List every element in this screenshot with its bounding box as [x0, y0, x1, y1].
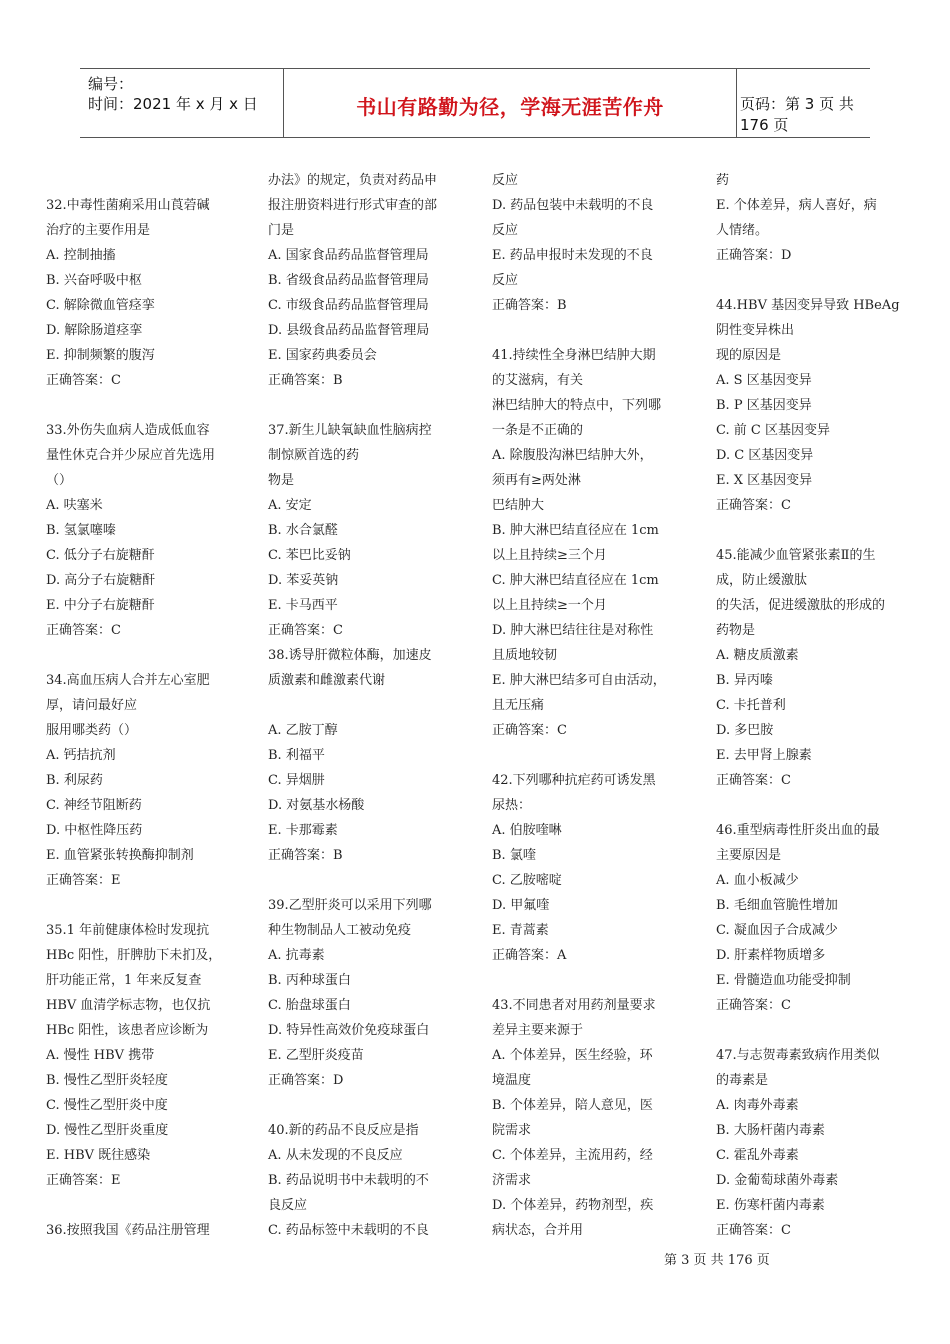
option-line: B. 丙种球蛋白: [268, 973, 351, 988]
option-line: 淋巴结肿大的特点中，下列哪: [492, 398, 662, 413]
blank-line: [716, 1018, 928, 1043]
question-line: 38.诱导肝微粒体酶，加速皮: [268, 648, 432, 663]
option-line: B. 水合氯醛: [268, 523, 338, 538]
option-line: B. 肿大淋巴结直径应在 1cm: [492, 523, 659, 538]
question-line: 34.高血压病人合并左心室肥: [46, 673, 210, 688]
option-line: 现的原因是: [716, 348, 782, 363]
option-line: 的失活，促进缓激肽的形成的: [716, 598, 886, 613]
option-line: D. 对氨基水杨酸: [268, 798, 365, 813]
option-line: B. 大肠杆菌内毒素: [716, 1123, 825, 1138]
header-motto: 书山有路勤为径，学海无涯苦作舟: [356, 95, 664, 119]
question-column-2: [268, 168, 480, 1243]
answer-line: 正确答案：C: [492, 723, 567, 738]
option-line: D. 慢性乙型肝炎重度: [46, 1123, 169, 1138]
option-line: D. 高分子右旋糖酐: [46, 573, 156, 588]
option-line: A. 个体差异，医生经验，环: [492, 1048, 653, 1063]
blank-line: [716, 518, 928, 543]
option-line: B. P 区基因变异: [716, 398, 812, 413]
header-meta: [80, 69, 283, 137]
option-line: 办法》的规定，负责对药品申: [268, 173, 438, 188]
option-line: A. S 区基因变异: [716, 373, 812, 388]
option-line: C. 个体差异，主流用药，经: [492, 1148, 653, 1163]
option-line: D. C 区基因变异: [716, 448, 814, 463]
page-footer: 第 3 页 共 176 页: [664, 1253, 770, 1268]
option-line: D. 苯妥英钠: [268, 573, 339, 588]
blank-line: [268, 693, 480, 718]
option-line: E. 国家药典委员会: [268, 348, 377, 363]
blank-line: [268, 1093, 480, 1118]
option-line: A. 伯胺喹啉: [492, 823, 562, 838]
page-header: [80, 68, 870, 138]
option-line: HBc 阳性，该患者应诊断为: [46, 1023, 209, 1038]
option-line: 院需求: [492, 1123, 532, 1138]
option-line: 成，防止缓激肽: [716, 573, 808, 588]
option-line: A. 乙胺丁醇: [268, 723, 338, 738]
question-line: 36.按照我国《药品注册管理: [46, 1223, 210, 1238]
option-line: E. 去甲肾上腺素: [716, 748, 812, 763]
option-line: D. 特异性高效价免疫球蛋白: [268, 1023, 430, 1038]
blank-line: [46, 1193, 258, 1218]
blank-line: [716, 793, 928, 818]
answer-line: 正确答案：A: [492, 948, 567, 963]
question-line: 35.1 年前健康体检时发现抗: [46, 923, 210, 938]
option-line: 良反应: [268, 1198, 308, 1213]
option-line: A. 呋塞米: [46, 498, 103, 513]
option-line: D. 个体差异，药物剂型，疾: [492, 1198, 654, 1213]
header-motto-cell: [283, 69, 737, 137]
option-line: C. 药品标签中未载明的不良: [268, 1223, 429, 1238]
question-line: 45.能减少血管紧张素Ⅱ的生: [716, 548, 876, 563]
option-line: 反应: [492, 273, 519, 288]
option-line: B. 慢性乙型肝炎轻度: [46, 1073, 168, 1088]
option-line: C. 苯巴比妥钠: [268, 548, 351, 563]
option-line: A. 从未发现的不良反应: [268, 1148, 403, 1163]
question-line: 43.不同患者对用药剂量要求: [492, 998, 656, 1013]
option-line: 巴结肿大: [492, 498, 545, 513]
answer-line: 正确答案：E: [46, 1173, 121, 1188]
option-line: 物是: [268, 473, 295, 488]
option-line: 报注册资料进行形式审查的部: [268, 198, 438, 213]
option-line: D. 药品包装中未载明的不良: [492, 198, 654, 213]
option-line: 阴性变异株出: [716, 323, 795, 338]
option-line: A. 安定: [268, 498, 312, 513]
option-line: B. 氢氯噻嗪: [46, 523, 116, 538]
option-line: B. 省级食品药品监督管理局: [268, 273, 429, 288]
option-line: A. 抗毒素: [268, 948, 325, 963]
option-line: C. 霍乱外毒素: [716, 1148, 799, 1163]
blank-line: [716, 268, 928, 293]
option-line: D. 解除肠道痉挛: [46, 323, 143, 338]
option-line: E. 乙型肝炎疫苗: [268, 1048, 364, 1063]
option-line: B. 利福平: [268, 748, 325, 763]
blank-line: [268, 393, 480, 418]
option-line: B. 异丙嗪: [716, 673, 773, 688]
option-line: 药: [716, 173, 730, 188]
option-line: B. 兴奋呼吸中枢: [46, 273, 142, 288]
blank-line: [46, 893, 258, 918]
document-code-label: 编号：: [88, 75, 134, 93]
answer-line: 正确答案：C: [716, 998, 791, 1013]
option-line: A. 控制抽搐: [46, 248, 116, 263]
question-line: 41.持续性全身淋巴结肿大期: [492, 348, 656, 363]
option-line: C. 肿大淋巴结直径应在 1cm: [492, 573, 659, 588]
question-line: 42.下列哪种抗疟药可诱发黑: [492, 773, 656, 788]
option-line: 人情绪。: [716, 223, 769, 238]
option-line: 病状态，合并用: [492, 1223, 584, 1238]
option-line: 以上且持续≥三个月: [492, 548, 607, 563]
option-line: B. 毛细血管脆性增加: [716, 898, 838, 913]
option-line: 厚，请问最好应: [46, 698, 138, 713]
option-line: E. HBV 既往感染: [46, 1148, 151, 1163]
option-line: D. 甲氟喹: [492, 898, 550, 913]
question-line: 37.新生儿缺氧缺血性脑病控: [268, 423, 432, 438]
option-line: A. 血小板减少: [716, 873, 799, 888]
option-line: 的毒素是: [716, 1073, 769, 1088]
option-line: D. 中枢性降压药: [46, 823, 143, 838]
answer-line: 正确答案：C: [716, 498, 791, 513]
option-line: 济需求: [492, 1173, 532, 1188]
option-line: （）: [46, 473, 73, 488]
answer-line: 正确答案：B: [492, 298, 567, 313]
answer-line: 正确答案：C: [716, 773, 791, 788]
option-line: HBc 阳性，肝脾肋下未扪及，: [46, 948, 222, 963]
option-line: A. 国家食品药品监督管理局: [268, 248, 429, 263]
option-line: 的艾滋病，有关: [492, 373, 584, 388]
option-line: B. 个体差异，陪人意见，医: [492, 1098, 653, 1113]
document-date: 时间：2021 年 x 月 x 日: [88, 95, 258, 113]
option-line: D. 多巴胺: [716, 723, 774, 738]
option-line: 且无压痛: [492, 698, 545, 713]
question-line: 46.重型病毒性肝炎出血的最: [716, 823, 880, 838]
option-line: E. 中分子右旋糖酐: [46, 598, 155, 613]
option-line: E. 卡那霉素: [268, 823, 338, 838]
option-line: A. 除腹股沟淋巴结肿大外，: [492, 448, 653, 463]
question-column-1: [46, 168, 258, 1243]
option-line: C. 低分子右旋糖酐: [46, 548, 155, 563]
option-line: A. 钙拮抗剂: [46, 748, 116, 763]
option-line: B. 氯喹: [492, 848, 536, 863]
option-line: D. 金葡萄球菌外毒素: [716, 1173, 839, 1188]
option-line: C. 解除微血管痉挛: [46, 298, 155, 313]
option-line: D. 肿大淋巴结往往是对称性: [492, 623, 654, 638]
option-line: 且质地较韧: [492, 648, 558, 663]
option-line: D. 县级食品药品监督管理局: [268, 323, 430, 338]
option-line: 服用哪类药（）: [46, 723, 138, 738]
answer-line: 正确答案：D: [716, 248, 792, 263]
option-line: C. 凝血因子合成减少: [716, 923, 838, 938]
option-line: 主要原因是: [716, 848, 782, 863]
question-line: 47.与志贺毒素致病作用类似: [716, 1048, 880, 1063]
answer-line: 正确答案：E: [46, 873, 121, 888]
option-line: A. 糖皮质激素: [716, 648, 799, 663]
option-line: E. 伤寒杆菌内毒素: [716, 1198, 825, 1213]
option-line: A. 肉毒外毒素: [716, 1098, 799, 1113]
question-line: 39.乙型肝炎可以采用下列哪: [268, 898, 432, 913]
option-line: 差异主要来源于: [492, 1023, 584, 1038]
option-line: 以上且持续≥一个月: [492, 598, 607, 613]
option-line: 药物是: [716, 623, 756, 638]
option-line: 反应: [492, 223, 519, 238]
option-line: HBV 血清学标志物，也仅抗: [46, 998, 211, 1013]
option-line: C. 乙胺嘧啶: [492, 873, 562, 888]
option-line: E. 青蒿素: [492, 923, 549, 938]
answer-line: 正确答案：C: [716, 1223, 791, 1238]
blank-line: [46, 393, 258, 418]
option-line: E. 血管紧张转换酶抑制剂: [46, 848, 194, 863]
option-line: 质激素和雌激素代谢: [268, 673, 386, 688]
option-line: 肝功能正常，1 年来反复查: [46, 973, 202, 988]
blank-line: [46, 643, 258, 668]
answer-line: 正确答案：D: [268, 1073, 344, 1088]
option-line: C. 慢性乙型肝炎中度: [46, 1098, 168, 1113]
question-line: 40.新的药品不良反应是指: [268, 1123, 419, 1138]
blank-line: [46, 168, 258, 193]
option-line: 种生物制品人工被动免疫: [268, 923, 412, 938]
answer-line: 正确答案：C: [46, 373, 121, 388]
answer-line: 正确答案：B: [268, 373, 343, 388]
option-line: B. 利尿药: [46, 773, 103, 788]
blank-line: [492, 318, 704, 343]
option-line: 量性休克合并少尿应首先选用: [46, 448, 216, 463]
option-line: C. 神经节阻断药: [46, 798, 142, 813]
option-line: C. 前 C 区基因变异: [716, 423, 830, 438]
option-line: E. 卡马西平: [268, 598, 338, 613]
blank-line: [492, 743, 704, 768]
answer-line: 正确答案：B: [268, 848, 343, 863]
option-line: 治疗的主要作用是: [46, 223, 151, 238]
option-line: E. 个体差异，病人喜好，病: [716, 198, 877, 213]
header-page-number: 页码：第 3 页 共 176 页: [740, 95, 854, 134]
option-line: 反应: [492, 173, 519, 188]
option-line: 境温度: [492, 1073, 532, 1088]
question-column-4: [716, 168, 928, 1243]
option-line: 一条是不正确的: [492, 423, 584, 438]
option-line: D. 肝素样物质增多: [716, 948, 826, 963]
option-line: C. 异烟肼: [268, 773, 325, 788]
option-line: C. 市级食品药品监督管理局: [268, 298, 429, 313]
option-line: E. 骨髓造血功能受抑制: [716, 973, 851, 988]
option-line: E. 药品申报时未发现的不良: [492, 248, 653, 263]
question-line: 44.HBV 基因变异导致 HBeAg: [716, 298, 900, 313]
question-column-3: [492, 168, 704, 1243]
option-line: E. 抑制频繁的腹泻: [46, 348, 155, 363]
answer-line: 正确答案：C: [268, 623, 343, 638]
blank-line: [492, 968, 704, 993]
question-line: 33.外伤失血病人造成低血容: [46, 423, 210, 438]
option-line: A. 慢性 HBV 携带: [46, 1048, 155, 1063]
option-line: B. 药品说明书中未载明的不: [268, 1173, 429, 1188]
option-line: C. 胎盘球蛋白: [268, 998, 351, 1013]
option-line: C. 卡托普利: [716, 698, 786, 713]
blank-line: [268, 868, 480, 893]
option-line: 门是: [268, 223, 295, 238]
option-line: 制惊厥首选的药: [268, 448, 360, 463]
option-line: 尿热：: [492, 798, 532, 813]
answer-line: 正确答案：C: [46, 623, 121, 638]
option-line: E. 肿大淋巴结多可自由活动，: [492, 673, 666, 688]
option-line: 须再有≥两处淋: [492, 473, 581, 488]
question-line: 32.中毒性菌痢采用山莨菪碱: [46, 198, 210, 213]
option-line: E. X 区基因变异: [716, 473, 813, 488]
